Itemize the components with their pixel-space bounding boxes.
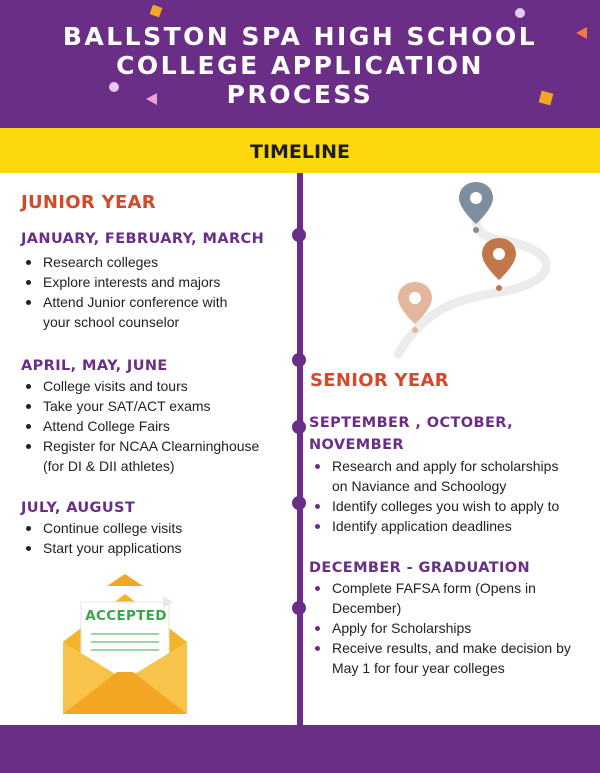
- timeline-label: TIMELINE: [250, 141, 350, 163]
- timeline-marker: [292, 420, 306, 434]
- list-item-continuation: May 1 for four year colleges: [332, 660, 505, 676]
- list-item-continuation: (for DI & DII athletes): [43, 458, 175, 474]
- junior-period-3-list: [21, 518, 182, 558]
- senior-period-1-heading-line-1: SEPTEMBER , OCTOBER,: [309, 415, 514, 431]
- list-item: Apply for Scholarships: [310, 618, 571, 638]
- map-pin-icon: [390, 180, 560, 360]
- list-item: Start your applications: [21, 538, 182, 558]
- junior-period-2-heading: APRIL, MAY, JUNE: [21, 358, 168, 374]
- senior-period-1-heading-line-2: NOVEMBER: [309, 437, 404, 453]
- list-item: Take your SAT/ACT exams: [21, 396, 259, 416]
- timeline-marker: [292, 496, 306, 510]
- timeline-marker: [292, 353, 306, 367]
- timeline-marker: [292, 228, 306, 242]
- header-banner: [0, 0, 600, 128]
- timeline-banner: [0, 128, 600, 173]
- title-line-3: PROCESS: [226, 80, 374, 109]
- envelope-icon: [55, 572, 195, 722]
- title-line-2: COLLEGE APPLICATION: [116, 51, 484, 80]
- accepted-label: ACCEPTED: [85, 608, 167, 624]
- senior-year-heading: SENIOR YEAR: [310, 370, 449, 391]
- list-item-continuation: your school counselor: [43, 314, 180, 330]
- senior-period-2-heading: DECEMBER - GRADUATION: [309, 560, 531, 576]
- senior-period-1-list: [310, 456, 559, 536]
- confetti-square: [150, 5, 163, 18]
- page-title: [0, 22, 600, 109]
- list-item-continuation: on Naviance and Schoology: [332, 478, 507, 494]
- junior-period-3-heading: JULY, AUGUST: [21, 500, 136, 516]
- senior-period-2-list: [310, 578, 571, 678]
- timeline-marker: [292, 601, 306, 615]
- timeline-line: [297, 173, 303, 725]
- list-item: Research colleges: [21, 252, 227, 272]
- list-item: Attend College Fairs: [21, 416, 259, 436]
- list-item: Receive results, and make decision by: [310, 638, 571, 658]
- junior-year-heading: JUNIOR YEAR: [21, 192, 156, 213]
- list-item: College visits and tours: [21, 376, 259, 396]
- list-item: Research and apply for scholarships: [310, 456, 559, 476]
- list-item: Identify colleges you wish to apply to: [310, 496, 559, 516]
- confetti-dot: [515, 8, 525, 18]
- list-item: Attend Junior conference with: [21, 292, 227, 312]
- list-item: Identify application deadlines: [310, 516, 559, 536]
- senior-period-1-heading: [309, 412, 513, 456]
- junior-period-1-list: [21, 252, 227, 332]
- list-item-continuation: December): [332, 600, 402, 616]
- list-item: Complete FAFSA form (Opens in: [310, 578, 571, 598]
- junior-period-2-list: [21, 376, 259, 476]
- list-item: Explore interests and majors: [21, 272, 227, 292]
- footer-bar: [0, 725, 600, 773]
- junior-period-1-heading: JANUARY, FEBRUARY, MARCH: [21, 231, 265, 247]
- title-line-1: BALLSTON SPA HIGH SCHOOL: [62, 22, 538, 51]
- list-item: Continue college visits: [21, 518, 182, 538]
- list-item: Register for NCAA Clearninghouse: [21, 436, 259, 456]
